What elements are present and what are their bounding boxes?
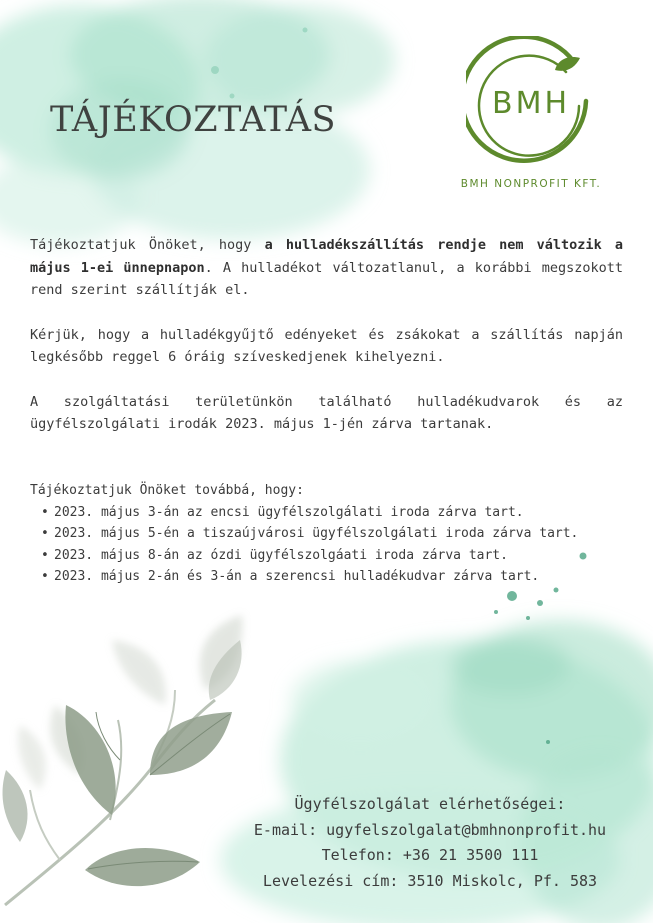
announcement-body (30, 234, 623, 458)
company-name: BMH NONPROFIT KFT. (460, 178, 602, 190)
paragraph-holiday-emphasis: a hulladékszállítás rendje nem változik a május 1-ei ünnepnapon (30, 237, 623, 276)
closure-list (30, 502, 640, 588)
contact-heading: Ügyfélszolgálat elérhetőségei: (294, 795, 566, 813)
page-title: TÁJÉKOZTATÁS (50, 100, 336, 140)
bmh-logo (466, 36, 596, 166)
leaf-branch-illustration (3, 615, 243, 905)
list-item: • 2023. május 2-án és 3-án a szerencsi hulladékudvar zárva tart. (54, 566, 640, 588)
logo-letters: BMH (491, 86, 571, 121)
office-closures-notice (30, 480, 640, 588)
list-item: • 2023. május 5-én a tiszaújvárosi ügyfélszolgálati iroda zárva tart. (54, 523, 640, 545)
notice-intro: Tájékoztatjuk Önöket továbbá, hogy: (30, 483, 304, 498)
paragraph-closures: A szolgáltatási területünkön található hulladékudvarok és az ügyfélszolgálati irodák 2023. május 1-jén zárva tartanak. (30, 393, 623, 432)
list-item: • 2023. május 8-án az ózdi ügyfélszolgáati iroda zárva tart. (54, 545, 640, 567)
contact-address: Levelezési cím: 3510 Miskolc, Pf. 583 (262, 871, 598, 890)
list-item: • 2023. május 3-án az encsi ügyfélszolgálati iroda zárva tart. (54, 502, 640, 524)
bmh-logo-icon (466, 36, 596, 166)
paragraph-holiday (30, 234, 623, 302)
paragraph-holiday-start: Tájékoztatjuk Önöket, hogy (30, 237, 265, 253)
contact-email: E-mail: ugyfelszolgalat@bmhnonprofit.hu (253, 820, 607, 839)
paragraph-holiday-end: . A hulladékot változatlanul, a korábbi megszokott rend szerint szállítják el. (30, 259, 623, 298)
contact-block (215, 792, 645, 894)
paragraph-bins: Kérjük, hogy a hulladékgyűjtő edényeket és zsákokat a szállítás napján legkésőbb reggel 6 óráig szíveskedjenek kihelyezni. (30, 326, 623, 365)
contact-phone: Telefon: +36 21 3500 111 (321, 846, 539, 864)
